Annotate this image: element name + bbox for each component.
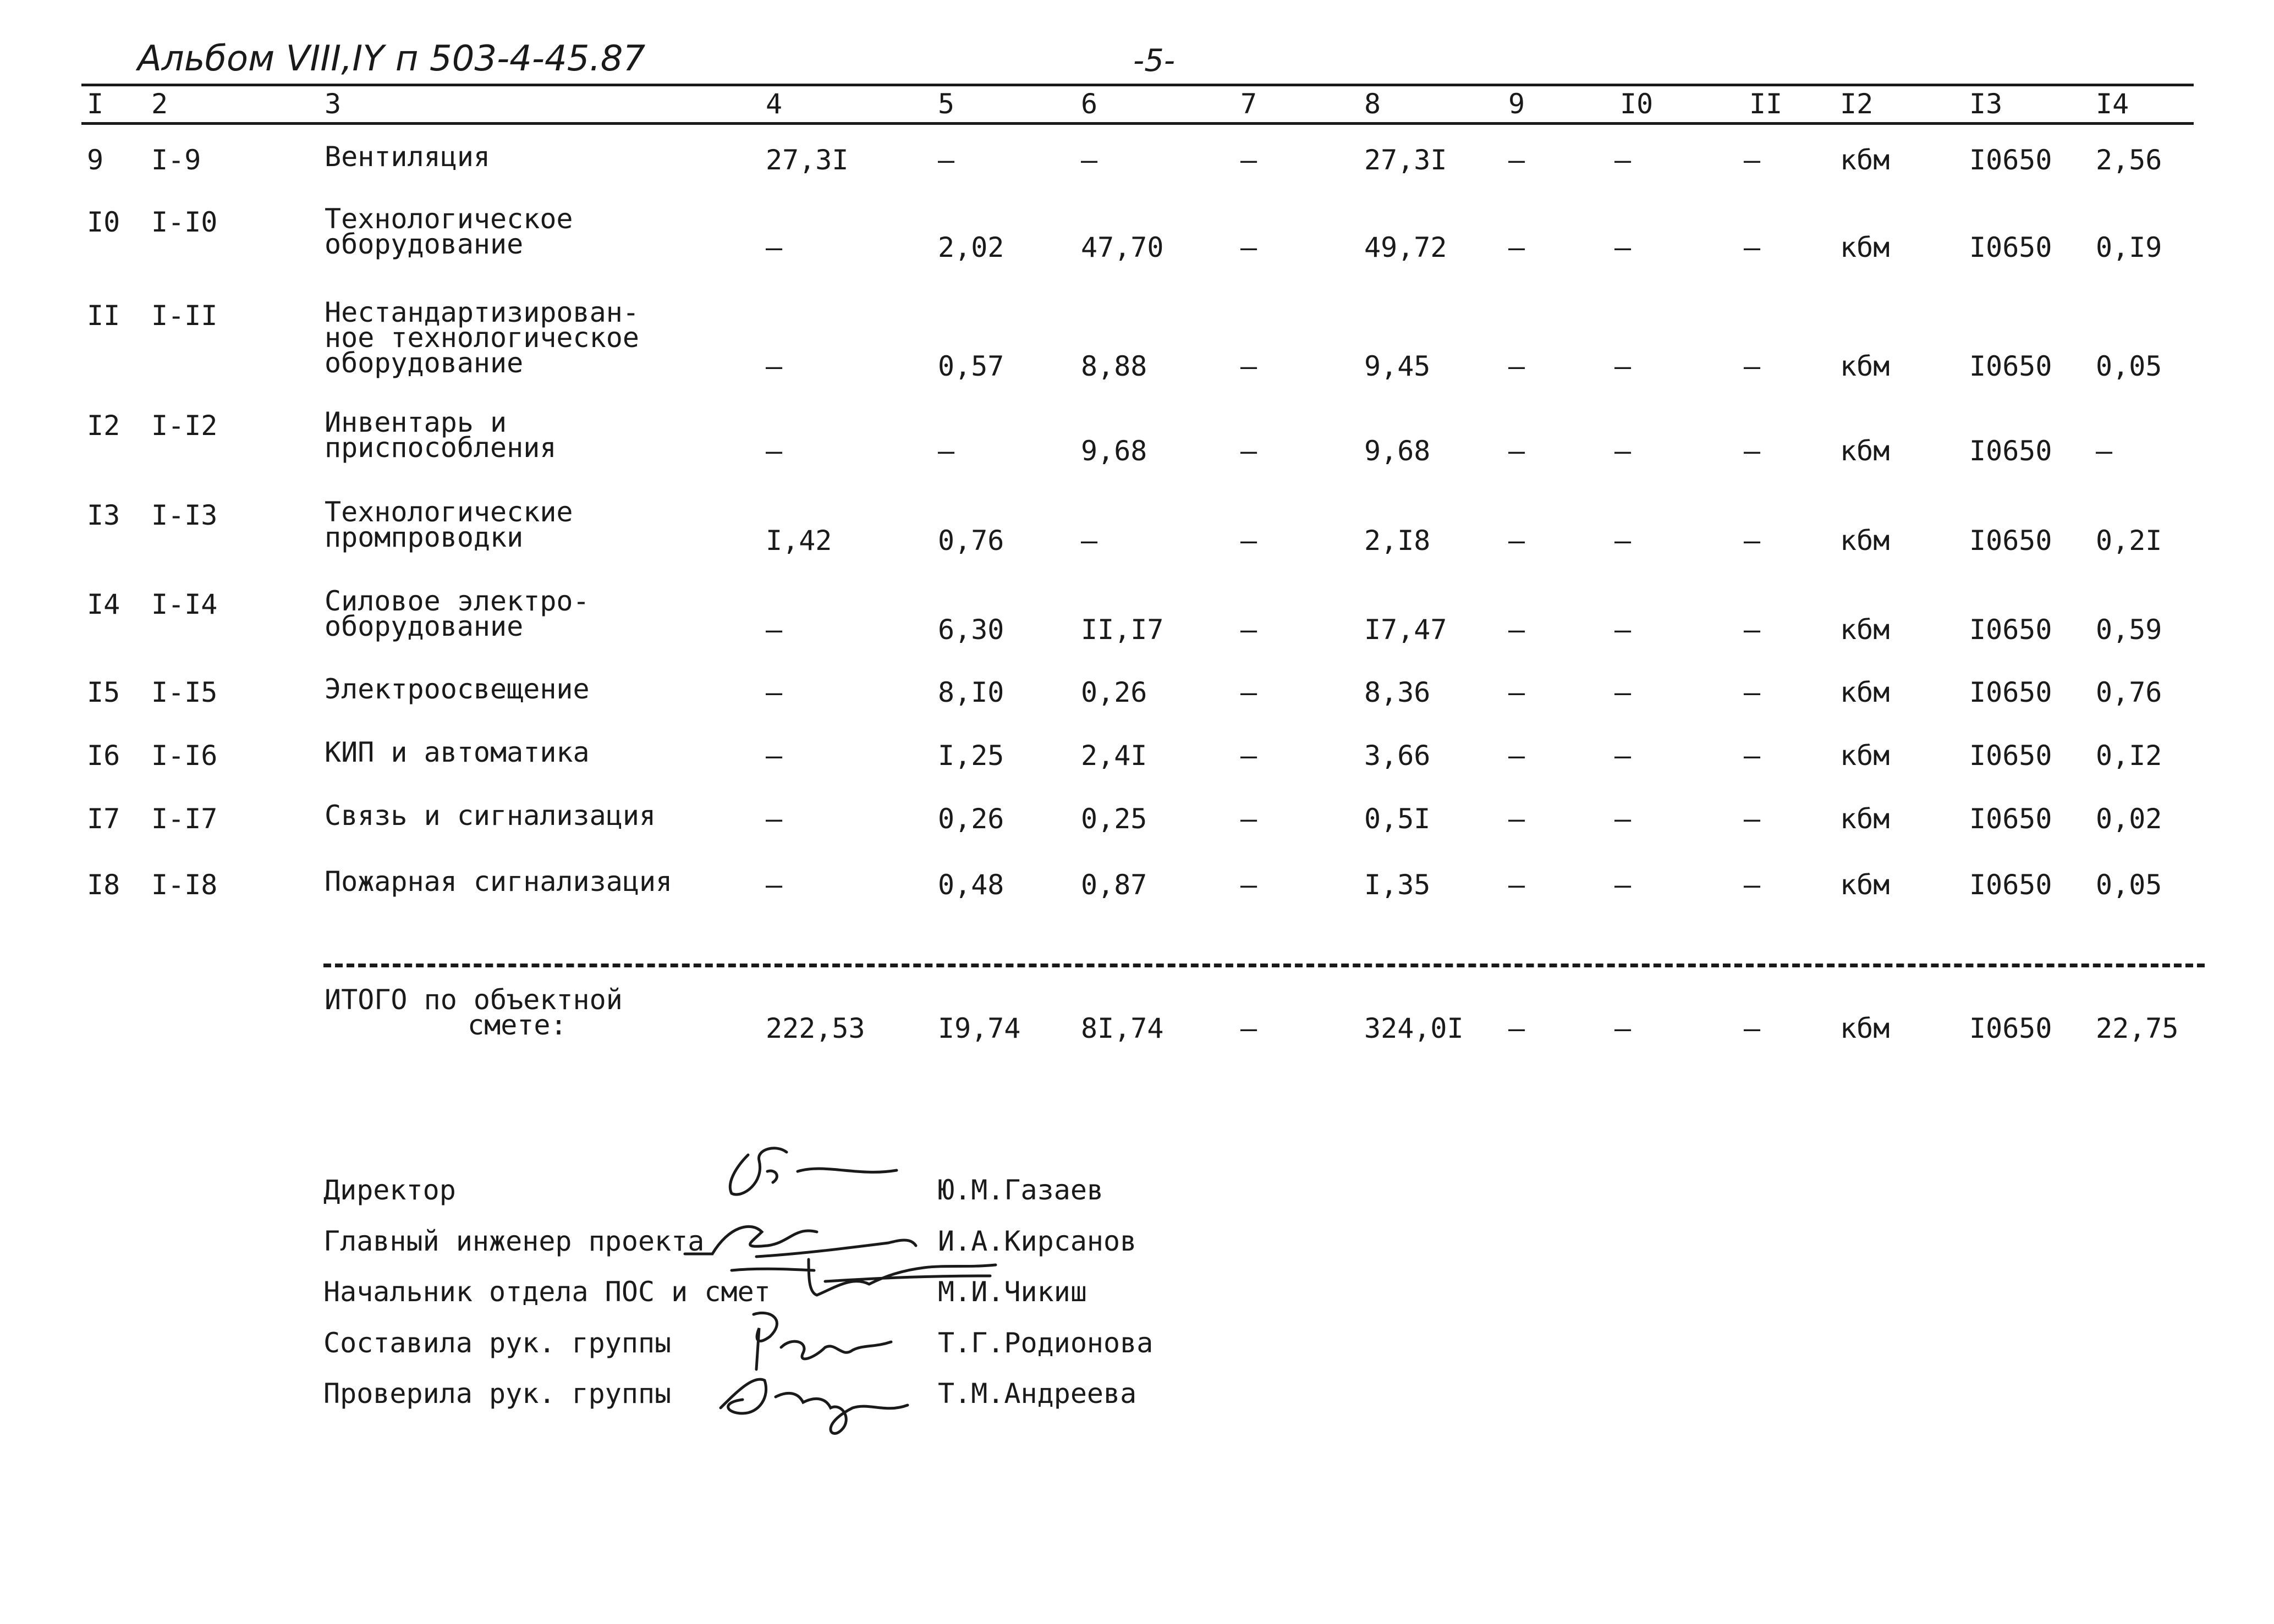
row-col6: 9,68 bbox=[1081, 435, 1147, 467]
row-col7: – bbox=[1240, 740, 1257, 772]
column-number: 7 bbox=[1240, 88, 1257, 120]
signatory-title: Начальник отдела ПОС и смет bbox=[323, 1276, 771, 1308]
row-description: Связь и сигнализация bbox=[325, 800, 656, 832]
row-col12: кбм bbox=[1840, 435, 1890, 467]
row-col11: – bbox=[1744, 803, 1761, 835]
row-col11: – bbox=[1744, 525, 1761, 557]
row-col10: – bbox=[1614, 144, 1632, 176]
row-col8: I,35 bbox=[1364, 869, 1431, 901]
total-col8: 324,0I bbox=[1364, 1012, 1464, 1044]
row-col14: 0,76 bbox=[2096, 676, 2162, 708]
signatory-name: Т.Г.Родионова bbox=[938, 1327, 1154, 1359]
signatory-title: Главный инженер проекта bbox=[323, 1225, 705, 1257]
row-description: Технологические промпроводки bbox=[325, 496, 573, 553]
row-col11: – bbox=[1744, 144, 1761, 176]
total-col7: – bbox=[1240, 1012, 1257, 1044]
row-col13: I0650 bbox=[1969, 803, 2052, 835]
row-number: I6 bbox=[87, 740, 120, 772]
row-description: Инвентарь и приспособления bbox=[325, 406, 557, 464]
column-number: I3 bbox=[1969, 88, 2003, 120]
row-col4: – bbox=[766, 435, 783, 467]
row-col6: 47,70 bbox=[1081, 232, 1164, 263]
column-number: II bbox=[1749, 88, 1783, 120]
total-col12: кбм bbox=[1840, 1012, 1890, 1044]
row-code: I-I7 bbox=[151, 803, 218, 835]
row-col10: – bbox=[1614, 232, 1632, 263]
row-code: I-I6 bbox=[151, 740, 218, 772]
row-col4: – bbox=[766, 803, 783, 835]
row-col7: – bbox=[1240, 144, 1257, 176]
row-col5: 0,26 bbox=[938, 803, 1004, 835]
row-code: I-I4 bbox=[151, 588, 218, 620]
row-col14: 0,I2 bbox=[2096, 740, 2162, 772]
page-number: -5- bbox=[1133, 43, 1176, 79]
row-col12: кбм bbox=[1840, 803, 1890, 835]
row-col14: 0,05 bbox=[2096, 350, 2162, 382]
row-col7: – bbox=[1240, 350, 1257, 382]
column-number: I0 bbox=[1620, 88, 1654, 120]
row-col7: – bbox=[1240, 676, 1257, 708]
total-col9: – bbox=[1508, 1012, 1525, 1044]
row-col11: – bbox=[1744, 869, 1761, 901]
signatory-title: Составила рук. группы bbox=[323, 1327, 672, 1359]
row-col10: – bbox=[1614, 740, 1632, 772]
row-col6: 0,25 bbox=[1081, 803, 1147, 835]
row-number: I3 bbox=[87, 499, 120, 531]
row-number: 9 bbox=[87, 144, 104, 176]
header-rule-top bbox=[81, 84, 2194, 86]
row-col9: – bbox=[1508, 740, 1525, 772]
row-col12: кбм bbox=[1840, 740, 1890, 772]
row-col7: – bbox=[1240, 803, 1257, 835]
total-col5: I9,74 bbox=[938, 1012, 1021, 1044]
row-col5: 2,02 bbox=[938, 232, 1004, 263]
column-number: 3 bbox=[325, 88, 342, 120]
signatory-name: Ю.М.Газаев bbox=[938, 1174, 1104, 1206]
header-rule-bottom bbox=[81, 122, 2194, 125]
row-col5: 0,57 bbox=[938, 350, 1004, 382]
row-col8: 9,68 bbox=[1364, 435, 1431, 467]
total-col14: 22,75 bbox=[2096, 1012, 2179, 1044]
row-col7: – bbox=[1240, 525, 1257, 557]
total-label: ИТОГО по объектной смете: bbox=[325, 984, 623, 1041]
row-col7: – bbox=[1240, 435, 1257, 467]
row-number: I7 bbox=[87, 803, 120, 835]
row-description: КИП и автоматика bbox=[325, 736, 590, 768]
row-description: Технологическое оборудование bbox=[325, 203, 573, 260]
row-col10: – bbox=[1614, 350, 1632, 382]
row-col5: 6,30 bbox=[938, 614, 1004, 646]
dashed-separator bbox=[323, 964, 2205, 967]
row-col10: – bbox=[1614, 869, 1632, 901]
row-col10: – bbox=[1614, 676, 1632, 708]
row-col6: 8,88 bbox=[1081, 350, 1147, 382]
row-number: II bbox=[87, 300, 120, 332]
column-number: 2 bbox=[151, 88, 168, 120]
row-number: I0 bbox=[87, 206, 120, 238]
row-col5: – bbox=[938, 435, 955, 467]
row-col6: 2,4I bbox=[1081, 740, 1147, 772]
row-code: I-I5 bbox=[151, 676, 218, 708]
row-col12: кбм bbox=[1840, 350, 1890, 382]
row-col9: – bbox=[1508, 350, 1525, 382]
row-col14: 0,02 bbox=[2096, 803, 2162, 835]
row-code: I-I3 bbox=[151, 499, 218, 531]
row-col12: кбм bbox=[1840, 614, 1890, 646]
row-col11: – bbox=[1744, 614, 1761, 646]
row-code: I-I0 bbox=[151, 206, 218, 238]
row-col5: 8,I0 bbox=[938, 676, 1004, 708]
row-col4: 27,3I bbox=[766, 144, 849, 176]
row-col7: – bbox=[1240, 869, 1257, 901]
row-col10: – bbox=[1614, 614, 1632, 646]
column-number: I4 bbox=[2096, 88, 2129, 120]
row-number: I2 bbox=[87, 410, 120, 442]
signatory-title: Проверила рук. группы bbox=[323, 1378, 672, 1410]
row-col13: I0650 bbox=[1969, 435, 2052, 467]
row-col5: I,25 bbox=[938, 740, 1004, 772]
row-number: I8 bbox=[87, 869, 120, 901]
row-col13: I0650 bbox=[1969, 232, 2052, 263]
column-number: 4 bbox=[766, 88, 783, 120]
row-col9: – bbox=[1508, 144, 1525, 176]
row-col8: 8,36 bbox=[1364, 676, 1431, 708]
row-col9: – bbox=[1508, 676, 1525, 708]
album-reference: Альбом VIII,IY п 503-4-45.87 bbox=[138, 38, 646, 79]
row-col4: – bbox=[766, 869, 783, 901]
row-col6: 0,87 bbox=[1081, 869, 1147, 901]
signatory-title: Директор bbox=[323, 1174, 456, 1206]
director-signature bbox=[715, 1138, 913, 1210]
signatory-name: И.А.Кирсанов bbox=[938, 1225, 1137, 1257]
row-code: I-9 bbox=[151, 144, 201, 176]
row-col7: – bbox=[1240, 614, 1257, 646]
row-col12: кбм bbox=[1840, 676, 1890, 708]
row-description: Вентиляция bbox=[325, 141, 491, 173]
row-col13: I0650 bbox=[1969, 869, 2052, 901]
row-description: Пожарная сигнализация bbox=[325, 866, 673, 898]
row-col4: – bbox=[766, 350, 783, 382]
row-col13: I0650 bbox=[1969, 740, 2052, 772]
row-col11: – bbox=[1744, 350, 1761, 382]
row-description: Силовое электро- оборудование bbox=[325, 585, 590, 642]
row-col9: – bbox=[1508, 803, 1525, 835]
row-col13: I0650 bbox=[1969, 144, 2052, 176]
column-number: 8 bbox=[1364, 88, 1381, 120]
row-col5: 0,48 bbox=[938, 869, 1004, 901]
row-col13: I0650 bbox=[1969, 676, 2052, 708]
column-number: 6 bbox=[1081, 88, 1098, 120]
total-col11: – bbox=[1744, 1012, 1761, 1044]
row-number: I5 bbox=[87, 676, 120, 708]
signatory-name: Т.М.Андреева bbox=[938, 1378, 1137, 1410]
row-col8: I7,47 bbox=[1364, 614, 1447, 646]
row-col11: – bbox=[1744, 740, 1761, 772]
row-col6: – bbox=[1081, 525, 1098, 557]
total-col6: 8I,74 bbox=[1081, 1012, 1164, 1044]
row-col12: кбм bbox=[1840, 869, 1890, 901]
row-col9: – bbox=[1508, 525, 1525, 557]
total-col13: I0650 bbox=[1969, 1012, 2052, 1044]
row-col9: – bbox=[1508, 435, 1525, 467]
row-col4: – bbox=[766, 232, 783, 263]
column-number: I2 bbox=[1840, 88, 1874, 120]
row-col11: – bbox=[1744, 676, 1761, 708]
row-col6: 0,26 bbox=[1081, 676, 1147, 708]
row-col8: 27,3I bbox=[1364, 144, 1447, 176]
row-col9: – bbox=[1508, 232, 1525, 263]
row-col6: II,I7 bbox=[1081, 614, 1164, 646]
row-col14: – bbox=[2096, 435, 2113, 467]
row-col8: 3,66 bbox=[1364, 740, 1431, 772]
row-code: I-II bbox=[151, 300, 218, 332]
total-col10: – bbox=[1614, 1012, 1632, 1044]
row-col12: кбм bbox=[1840, 525, 1890, 557]
signatory-name: М.И.Чикиш bbox=[938, 1276, 1087, 1308]
row-col9: – bbox=[1508, 869, 1525, 901]
row-col14: 0,2I bbox=[2096, 525, 2162, 557]
row-col6: – bbox=[1081, 144, 1098, 176]
total-col4: 222,53 bbox=[766, 1012, 865, 1044]
row-col12: кбм bbox=[1840, 232, 1890, 263]
row-col10: – bbox=[1614, 803, 1632, 835]
row-description: Электроосвещение bbox=[325, 673, 590, 705]
row-col8: 2,I8 bbox=[1364, 525, 1431, 557]
row-col14: 0,I9 bbox=[2096, 232, 2162, 263]
row-col4: I,42 bbox=[766, 525, 832, 557]
row-col10: – bbox=[1614, 525, 1632, 557]
row-col13: I0650 bbox=[1969, 525, 2052, 557]
row-col11: – bbox=[1744, 232, 1761, 263]
row-col12: кбм bbox=[1840, 144, 1890, 176]
row-col7: – bbox=[1240, 232, 1257, 263]
checker-signature bbox=[710, 1358, 930, 1446]
row-col10: – bbox=[1614, 435, 1632, 467]
row-col5: – bbox=[938, 144, 955, 176]
row-col5: 0,76 bbox=[938, 525, 1004, 557]
row-col9: – bbox=[1508, 614, 1525, 646]
column-number: I bbox=[87, 88, 104, 120]
row-col14: 0,05 bbox=[2096, 869, 2162, 901]
row-col13: I0650 bbox=[1969, 350, 2052, 382]
row-col4: – bbox=[766, 676, 783, 708]
row-col13: I0650 bbox=[1969, 614, 2052, 646]
row-number: I4 bbox=[87, 588, 120, 620]
row-col14: 0,59 bbox=[2096, 614, 2162, 646]
row-description: Нестандартизирован- ное технологическое оборудование bbox=[325, 296, 639, 379]
row-col8: 0,5I bbox=[1364, 803, 1431, 835]
row-col8: 9,45 bbox=[1364, 350, 1431, 382]
row-col8: 49,72 bbox=[1364, 232, 1447, 263]
column-number: 9 bbox=[1508, 88, 1525, 120]
row-col14: 2,56 bbox=[2096, 144, 2162, 176]
row-code: I-I2 bbox=[151, 410, 218, 442]
row-col4: – bbox=[766, 614, 783, 646]
department-head-signature bbox=[726, 1243, 1001, 1309]
row-col11: – bbox=[1744, 435, 1761, 467]
row-code: I-I8 bbox=[151, 869, 218, 901]
row-col4: – bbox=[766, 740, 783, 772]
column-number: 5 bbox=[938, 88, 955, 120]
